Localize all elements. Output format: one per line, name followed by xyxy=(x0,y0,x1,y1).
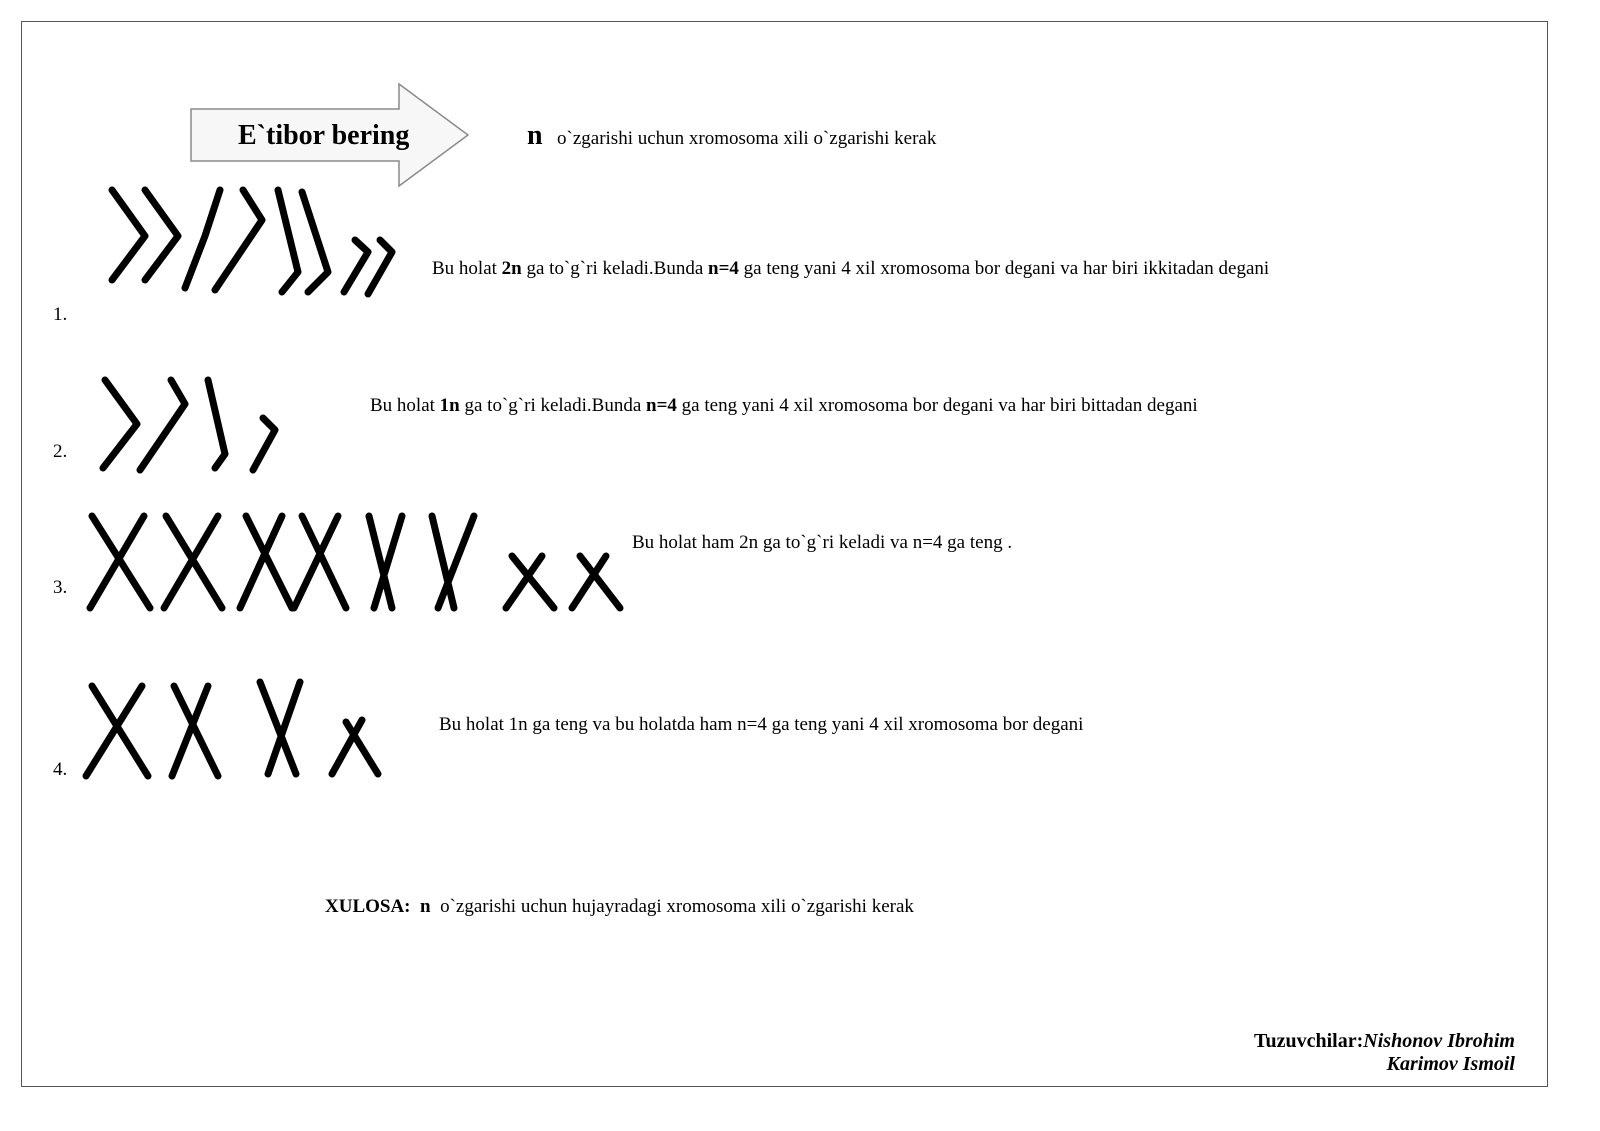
chromosome-4b xyxy=(368,240,392,294)
chromosome-2a xyxy=(240,516,292,608)
n-symbol: n xyxy=(527,120,543,151)
chromosome-3b xyxy=(302,192,328,292)
authors-label: Tuzuvchilar: xyxy=(1254,1030,1364,1052)
case-4-text: Bu holat 1n ga teng va bu holatda ham n=4 ga teng yani 4 xil xromosoma bor degani xyxy=(439,714,1084,735)
case-1-chromosomes xyxy=(100,180,410,305)
chromosome-2 xyxy=(172,686,218,776)
case-4-chromosomes xyxy=(78,676,388,786)
case-2-chromosomes xyxy=(95,370,295,480)
case-3-text: Bu holat ham 2n ga to`g`ri keladi va n=4 ga teng . xyxy=(632,532,1013,553)
chromosome-2 xyxy=(140,380,185,470)
case-1-number: 1. xyxy=(53,304,68,325)
chromosome-3a xyxy=(278,190,298,292)
case-2-text: Bu holat 1n ga to`g`ri keladi.Bunda n=4 ga teng yani 4 xil xromosoma bor degani va har biri bittadan degani xyxy=(370,395,1198,416)
chromosome-1a xyxy=(112,190,145,280)
case-2-number: 2. xyxy=(53,441,68,462)
chromosome-1b xyxy=(145,190,178,280)
chromosome-1a xyxy=(90,516,150,608)
chromosome-1 xyxy=(86,686,148,776)
chromosome-2b xyxy=(294,516,346,608)
chromosome-3b xyxy=(432,516,474,608)
chromosome-2b xyxy=(215,190,262,290)
conclusion-label: XULOSA: xyxy=(325,896,411,917)
conclusion-text: o`zgarishi uchun hujayradagi xromosoma xili o`zgarishi kerak xyxy=(440,896,914,917)
chromosome-1b xyxy=(164,516,222,608)
chromosome-3a xyxy=(369,516,402,608)
authors xyxy=(1254,1030,1515,1076)
arrow-label: E`tibor bering xyxy=(238,120,410,151)
author-1: Nishonov Ibrohim xyxy=(1363,1030,1515,1052)
conclusion xyxy=(325,896,914,918)
chromosome-4a xyxy=(344,240,368,292)
chromosome-4b xyxy=(572,556,620,608)
author-2: Karimov Ismoil xyxy=(1386,1053,1515,1075)
chromosome-4a xyxy=(506,556,554,608)
chromosome-4 xyxy=(332,720,378,774)
chromosome-3 xyxy=(260,682,300,774)
chromosome-2a xyxy=(185,190,220,288)
case-4-number: 4. xyxy=(53,759,68,780)
chromosome-1 xyxy=(103,380,137,468)
chromosome-3 xyxy=(208,380,225,468)
case-3-number: 3. xyxy=(53,577,68,598)
header-note: o`zgarishi uchun xromosoma xili o`zgarishi kerak xyxy=(557,128,937,149)
conclusion-n: n xyxy=(420,896,431,917)
chromosome-4 xyxy=(253,418,275,470)
case-3-chromosomes xyxy=(82,508,632,618)
case-1-text: Bu holat 2n ga to`g`ri keladi.Bunda n=4 ga teng yani 4 xil xromosoma bor degani va har biri ikkitadan degani xyxy=(432,258,1270,279)
